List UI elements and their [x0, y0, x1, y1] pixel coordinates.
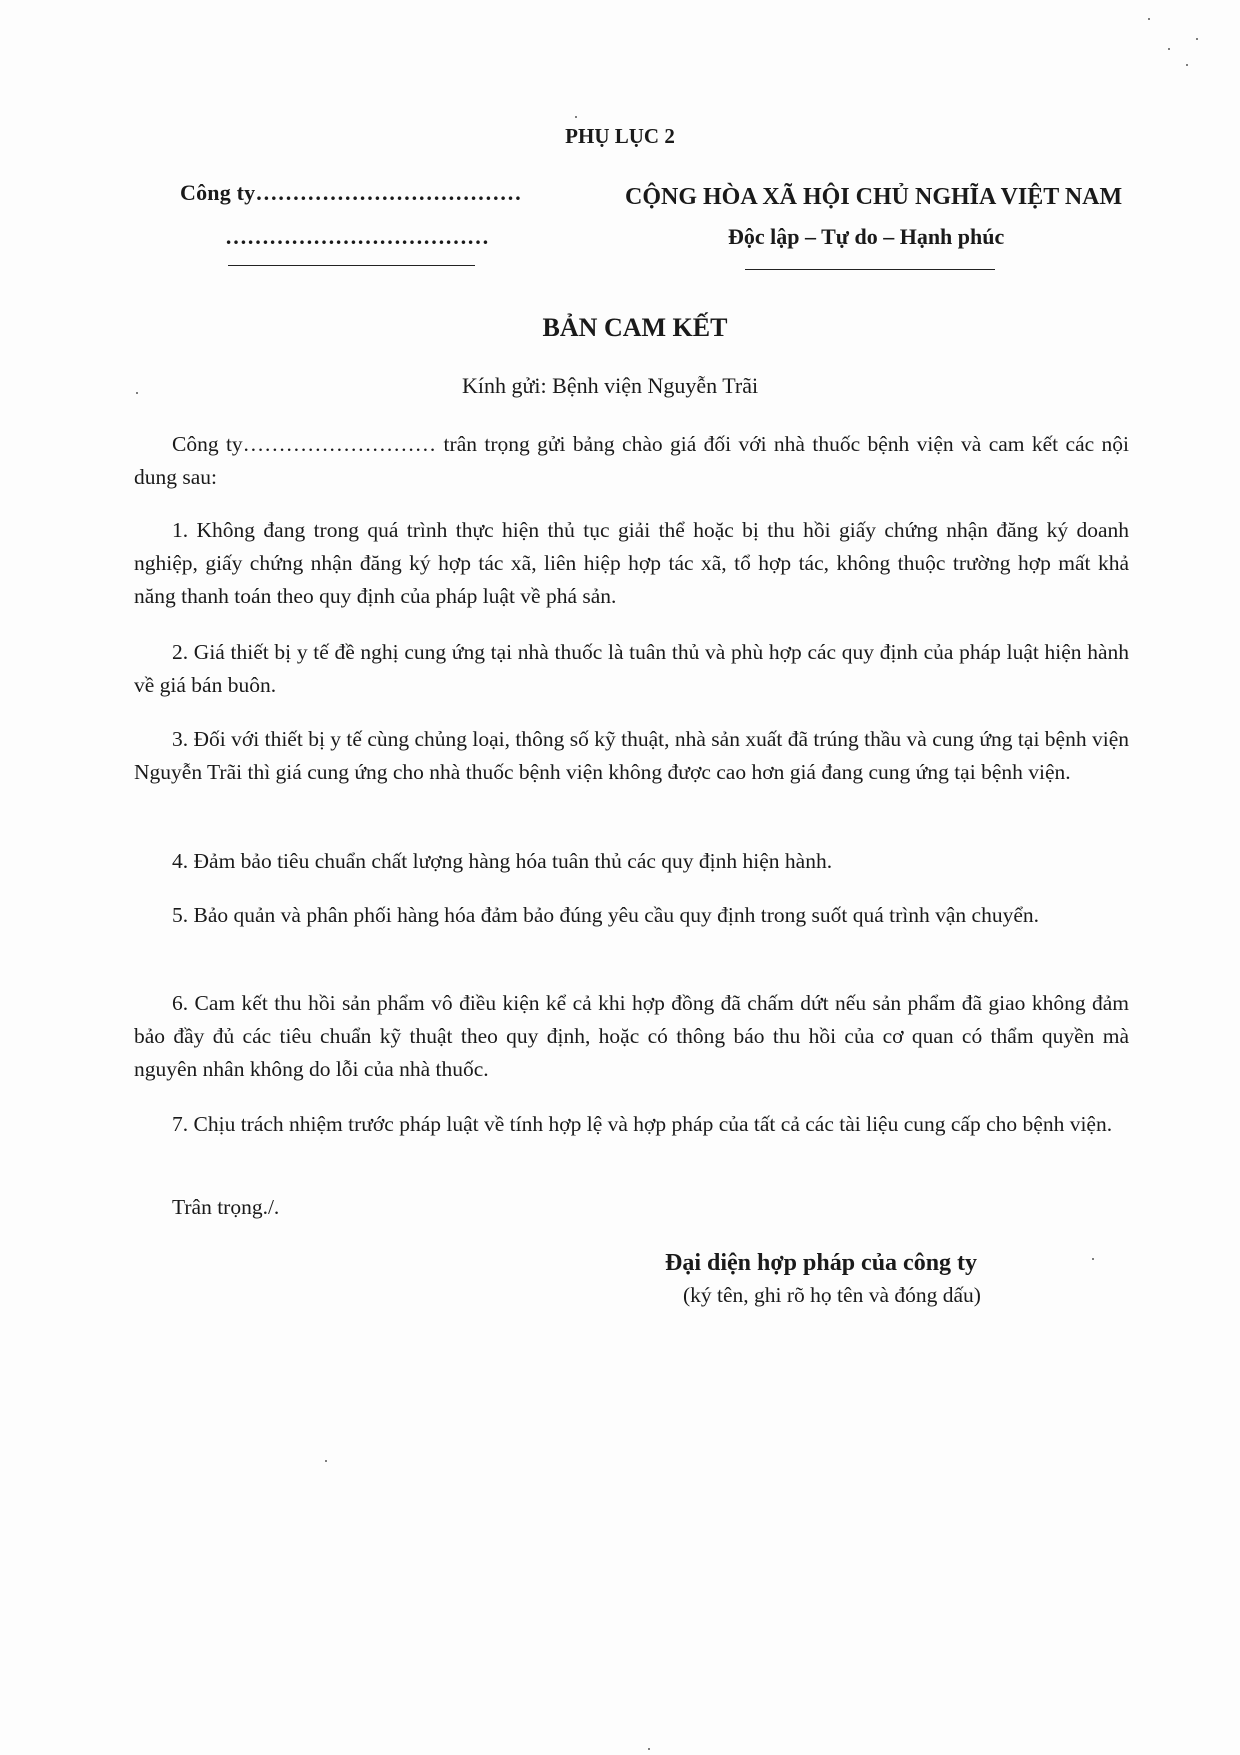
company-underline — [228, 265, 475, 266]
signature-note: (ký tên, ghi rõ họ tên và đóng dấu) — [683, 1283, 981, 1307]
commitment-item-5: 5. Bảo quản và phân phối hàng hóa đảm bảo đúng yêu cầu quy định trong suốt quá trình vận chuyển. — [172, 903, 1039, 927]
intro-paragraph: Công ty……………………… trân trọng gửi bảng chào giá đối với nhà thuốc bệnh viện và cam kết các nội dung sau: — [134, 432, 1129, 489]
scan-speck — [1196, 38, 1198, 40]
document-title: BẢN CAM KẾT — [542, 313, 728, 342]
commitment-item-1: 1. Không đang trong quá trình thực hiện thủ tục giải thể hoặc bị thu hồi giấy chứng nhận đăng ký doanh nghiệp, giấy chứng nhận đăng ký hợp tác xã, liên hiệp hợp tác xã, tổ hợp tác, không thuộc trường hợp mất khả năng thanh toán theo quy định của pháp luật về phá sản. — [134, 518, 1129, 608]
scan-speck — [1186, 64, 1188, 66]
signature-title: Đại diện hợp pháp của công ty — [665, 1250, 978, 1276]
closing-line: Trân trọng./. — [172, 1195, 280, 1219]
motto-underline — [745, 269, 995, 270]
national-title: CỘNG HÒA XÃ HỘI CHỦ NGHĨA VIỆT NAM — [625, 184, 1123, 210]
scan-speck — [1092, 1258, 1094, 1260]
scan-speck — [648, 1748, 650, 1750]
scan-speck — [1168, 48, 1170, 50]
company-name-field-continued: ……………………………… — [225, 224, 489, 249]
commitment-item-7: 7. Chịu trách nhiệm trước pháp luật về tính hợp lệ và hợp pháp của tất cả các tài liệu cung cấp cho bệnh viện. — [172, 1112, 1113, 1136]
scan-speck — [325, 1460, 327, 1462]
scan-speck — [1148, 18, 1150, 20]
commitment-item-6: 6. Cam kết thu hồi sản phẩm vô điều kiện kể cả khi hợp đồng đã chấm dứt nếu sản phẩm đã giao không đảm bảo đầy đủ các tiêu chuẩn kỹ thuật theo quy định, hoặc có thông báo thu hồi của cơ quan có thẩm quyền mà nguyên nhân không do lỗi của nhà thuốc. — [134, 991, 1129, 1081]
appendix-label: PHỤ LỤC 2 — [565, 124, 675, 148]
recipient-line: Kính gửi: Bệnh viện Nguyễn Trãi — [462, 373, 759, 398]
scan-speck — [136, 392, 138, 394]
commitment-item-3: 3. Đối với thiết bị y tế cùng chủng loại, thông số kỹ thuật, nhà sản xuất đã trúng thầu và cung ứng tại bệnh viện Nguyễn Trãi thì giá cung ứng cho nhà thuốc bệnh viện không được cao hơn giá đang cung ứng tại bệnh viện. — [134, 727, 1129, 784]
commitment-item-2: 2. Giá thiết bị y tế đề nghị cung ứng tại nhà thuốc là tuân thủ và phù hợp các quy định của pháp luật hiện hành về giá bán buôn. — [134, 640, 1129, 697]
national-motto: Độc lập – Tự do – Hạnh phúc — [728, 224, 1005, 249]
commitment-item-4: 4. Đảm bảo tiêu chuẩn chất lượng hàng hóa tuân thủ các quy định hiện hành. — [172, 849, 833, 873]
scan-speck — [575, 116, 577, 118]
company-name-field: Công ty……………………………… — [180, 180, 522, 205]
